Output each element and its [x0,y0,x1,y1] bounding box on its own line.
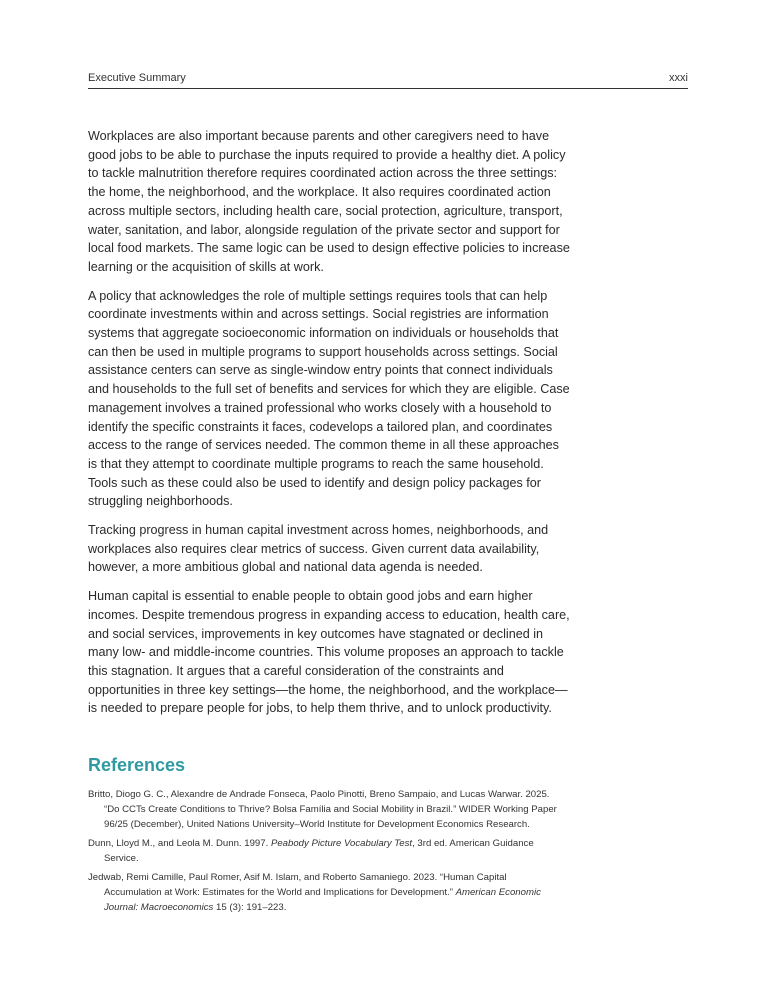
reference-item [88,836,560,866]
paragraph: A policy that acknowledges the role of multiple settings requires tools that can help coordinate investments within and across settings. Social registries are information systems that aggregate socioeconomic information on individuals or households that can then be used in multiple programs to support households across settings. Social assistance centers can serve as single-window entry points that connect individuals and households to the full set of benefits and services for which they are eligible. Case management involves a trained professional who works closely with a household to identify the specific constraints it faces, codevelops a tailored plan, and coordinates access to the range of services needed. The common theme in all these approaches is that they attempt to coordinate multiple programs to reach the same household. Tools such as these could also be used to identify and design policy packages for struggling neighborhoods. [88,288,570,509]
page-number: xxxi [669,72,688,84]
paragraph: Workplaces are also important because parents and other caregivers need to have good jobs to be able to purchase the inputs required to provide a healthy diet. A policy to tackle malnutrition therefore requires coordinated action across the three settings: the home, the neighborhood, and the workplace. It also requires coordinated action across multiple sectors, including health care, social protection, agriculture, transport, water, sanitation, and labor, alongside regulation of the private sector and support for local food markets. The same logic can be used to design effective policies to increase learning or the acquisition of skills at work. [88,129,570,274]
reference-text: 15 (3): 191–223. [213,902,287,913]
reference-text: Dunn, Lloyd M., and Leola M. Dunn. 1997. [88,838,271,849]
paragraph: Tracking progress in human capital investment across homes, neighborhoods, and workplaces also requires clear metrics of success. Given current data availability, however, a more ambitious global and national data agenda is needed. [88,523,549,575]
paragraph: Human capital is essential to enable people to obtain good jobs and earn higher incomes. Despite tremendous progress in expanding access to education, health care, and social services, improvements in key outcomes have stagnated or declined in many low- and middle-income countries. This volume proposes an approach to tackle this stagnation. It argues that a careful consideration of the constraints and opportunities in three key settings—the home, the neighborhood, and the workplace—is needed to prepare people for jobs, to help them thrive, and to unlock productivity. [88,589,570,716]
reference-text: , 3rd ed. American Guidance Service. [104,838,534,864]
reference-item [88,787,560,832]
references-heading: References [88,755,186,775]
references-list [88,787,560,919]
running-header [88,71,688,89]
reference-item [88,870,560,915]
reference-text: Jedwab, Remi Camille, Paul Romer, Asif M. Islam, and Roberto Samaniego. 2023. “Human Capital Accumulation at Work: Estimates for the World and Implications for Development.” [88,872,507,898]
reference-text: Britto, Diogo G. C., Alexandre de Andrade Fonseca, Paolo Pinotti, Breno Sampaio, and Lucas Warwar. 2025. “Do CCTs Create Conditions to Thrive? Bolsa Família and Social Mobility in Brazil.” WIDER Working Paper 96/25 (December), United Nations University–World Institute for Development Economics Research. [88,789,557,830]
reference-title: Peabody Picture Vocabulary Test [270,838,413,849]
body-text [88,127,570,728]
header-section-title: Executive Summary [88,72,186,84]
reference-journal: American Economic Journal: Macroeconomics [104,887,541,913]
